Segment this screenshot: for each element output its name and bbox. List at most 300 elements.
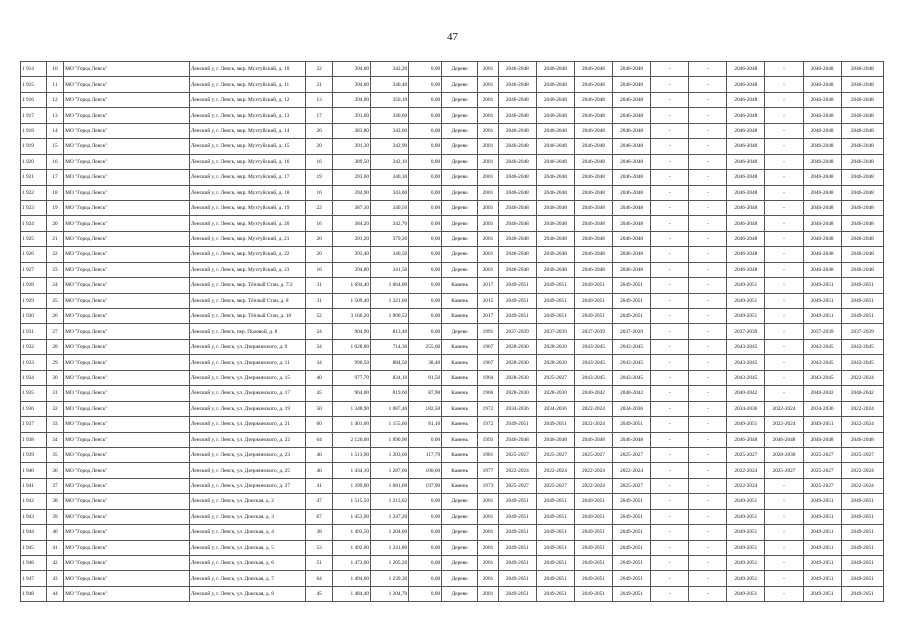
cell-living-area: 1 241,80 <box>371 540 409 555</box>
cell-nonresidential-area: 0,00 <box>409 556 442 571</box>
cell-repair-period-10: 2046-2048 <box>841 108 883 123</box>
cell-repair-period-5: - <box>651 401 689 416</box>
cell-row-index: 1 948 <box>21 586 47 601</box>
cell-row-index: 1 916 <box>21 92 47 107</box>
cell-repair-period-1: 2046-2048 <box>498 216 536 231</box>
cell-repair-period-2: 2046-2048 <box>536 108 574 123</box>
cell-living-area: 1 247,20 <box>371 509 409 524</box>
cell-living-area: 341,50 <box>371 262 409 277</box>
cell-repair-period-1: 2025-2027 <box>498 447 536 462</box>
cell-address: Ленский у, г. Ленск, мкр. Мухтуйский, д. 18 <box>189 185 305 200</box>
cell-repair-period-3: 2049-2051 <box>574 525 612 540</box>
cell-repair-period-10: 2022-2024 <box>841 370 883 385</box>
table-row <box>21 324 884 339</box>
cell-year-built: 1972 <box>478 417 499 432</box>
cell-repair-period-8: - <box>765 262 803 277</box>
cell-apartments: 64 <box>306 571 333 586</box>
cell-repair-period-2: 2049-2051 <box>536 556 574 571</box>
cell-repair-period-5: - <box>651 447 689 462</box>
cell-repair-period-10: 2046-2048 <box>841 262 883 277</box>
cell-total-area: 1 434,10 <box>332 463 370 478</box>
cell-row-number: 22 <box>46 247 64 262</box>
cell-address: Ленский у, г. Ленск, мкр. Мухтуйский, д. 11 <box>189 77 305 92</box>
cell-row-number: 12 <box>46 92 64 107</box>
cell-repair-period-7: 2049-2051 <box>727 540 765 555</box>
table-row <box>21 309 884 324</box>
cell-repair-period-8: - <box>765 339 803 354</box>
cell-repair-period-1: 2034-2036 <box>498 401 536 416</box>
cell-repair-period-3: 2049-2051 <box>574 309 612 324</box>
cell-total-area: 964,00 <box>332 386 370 401</box>
table-row <box>21 247 884 262</box>
cell-year-built: 1966 <box>478 386 499 401</box>
cell-repair-period-7: 2046-2048 <box>727 170 765 185</box>
cell-repair-period-2: 2049-2051 <box>536 278 574 293</box>
cell-apartments: 16 <box>306 185 333 200</box>
cell-repair-period-5: - <box>651 478 689 493</box>
cell-wall-material: Камень <box>442 355 478 370</box>
cell-repair-period-1: 2028-2030 <box>498 355 536 370</box>
cell-address: Ленский у, г. Ленск, ул. Донская, д. 4 <box>189 525 305 540</box>
cell-repair-period-8: - <box>765 293 803 308</box>
cell-wall-material: Дерево <box>442 509 478 524</box>
cell-municipality: МО "Город Ленск" <box>64 509 190 524</box>
cell-repair-period-3: 2043-2045 <box>574 370 612 385</box>
table-row <box>21 92 884 107</box>
cell-address: Ленский у, г. Ленск, мкр. Мухтуйский, д. 16 <box>189 154 305 169</box>
cell-repair-period-6: - <box>689 123 727 138</box>
cell-repair-period-3: 2046-2048 <box>574 200 612 215</box>
cell-municipality: МО "Город Ленск" <box>64 170 190 185</box>
cell-repair-period-9: 2046-2048 <box>803 185 841 200</box>
cell-apartments: 13 <box>306 92 333 107</box>
cell-repair-period-5: - <box>651 185 689 200</box>
cell-repair-period-1: 2046-2048 <box>498 77 536 92</box>
cell-repair-period-9: 2046-2048 <box>803 77 841 92</box>
cell-repair-period-7: 2046-2048 <box>727 216 765 231</box>
cell-year-built: 2001 <box>478 170 499 185</box>
cell-row-index: 1 925 <box>21 231 47 246</box>
cell-wall-material: Дерево <box>442 262 478 277</box>
table-row <box>21 200 884 215</box>
cell-repair-period-9: 2046-2048 <box>803 154 841 169</box>
cell-total-area: 389,50 <box>332 154 370 169</box>
cell-repair-period-1: 2046-2048 <box>498 231 536 246</box>
cell-repair-period-8: - <box>765 123 803 138</box>
cell-row-number: 37 <box>46 478 64 493</box>
cell-repair-period-9: 2046-2048 <box>803 216 841 231</box>
cell-repair-period-7: 2046-2048 <box>727 154 765 169</box>
cell-address: Ленский у, г. Ленск, ул. Донская, д. 6 <box>189 556 305 571</box>
cell-row-index: 1 937 <box>21 417 47 432</box>
cell-apartments: 24 <box>306 324 333 339</box>
cell-living-area: 1 900,52 <box>371 309 409 324</box>
cell-row-index: 1 940 <box>21 463 47 478</box>
cell-repair-period-4: 2049-2051 <box>613 540 651 555</box>
cell-wall-material: Дерево <box>442 540 478 555</box>
cell-nonresidential-area: 0,00 <box>409 170 442 185</box>
cell-repair-period-5: - <box>651 309 689 324</box>
cell-row-index: 1 936 <box>21 401 47 416</box>
cell-wall-material: Камень <box>442 339 478 354</box>
cell-repair-period-4: 2034-2036 <box>613 401 651 416</box>
cell-repair-period-5: - <box>651 339 689 354</box>
cell-repair-period-2: 2049-2051 <box>536 540 574 555</box>
cell-repair-period-8: - <box>765 170 803 185</box>
cell-living-area: 1 287,60 <box>371 463 409 478</box>
cell-repair-period-1: 2025-2027 <box>498 478 536 493</box>
cell-repair-period-6: - <box>689 231 727 246</box>
cell-repair-period-2: 2049-2051 <box>536 309 574 324</box>
cell-repair-period-8: - <box>765 370 803 385</box>
cell-repair-period-6: - <box>689 154 727 169</box>
cell-repair-period-1: 2046-2048 <box>498 432 536 447</box>
cell-repair-period-7: 2049-2051 <box>727 309 765 324</box>
cell-total-area: 1 515,50 <box>332 494 370 509</box>
cell-repair-period-9: 2046-2048 <box>803 139 841 154</box>
cell-repair-period-3: 2043-2045 <box>574 355 612 370</box>
cell-living-area: 1 064,00 <box>371 278 409 293</box>
table-row <box>21 494 884 509</box>
table-row <box>21 432 884 447</box>
cell-repair-period-2: 2046-2048 <box>536 247 574 262</box>
cell-municipality: МО "Город Ленск" <box>64 494 190 509</box>
cell-repair-period-1: 2046-2048 <box>498 154 536 169</box>
cell-repair-period-9: 2046-2048 <box>803 123 841 138</box>
cell-repair-period-3: 2046-2048 <box>574 92 612 107</box>
cell-repair-period-6: - <box>689 92 727 107</box>
cell-repair-period-3: 2040-2042 <box>574 386 612 401</box>
cell-wall-material: Камень <box>442 293 478 308</box>
cell-repair-period-5: - <box>651 216 689 231</box>
cell-repair-period-5: - <box>651 293 689 308</box>
cell-row-index: 1 941 <box>21 478 47 493</box>
cell-apartments: 50 <box>306 401 333 416</box>
table-row <box>21 370 884 385</box>
cell-municipality: МО "Город Ленск" <box>64 571 190 586</box>
cell-address: Ленский у, г. Ленск, мкр. Тёплый Стан, д. 8 <box>189 293 305 308</box>
cell-repair-period-10: 2046-2048 <box>841 139 883 154</box>
cell-repair-period-3: 2046-2048 <box>574 231 612 246</box>
table-row <box>21 525 884 540</box>
cell-repair-period-7: 2046-2048 <box>727 77 765 92</box>
cell-row-number: 38 <box>46 494 64 509</box>
cell-repair-period-10: 2046-2048 <box>841 200 883 215</box>
cell-repair-period-5: - <box>651 278 689 293</box>
cell-living-area: 340,30 <box>371 170 409 185</box>
table-row <box>21 139 884 154</box>
table-row <box>21 216 884 231</box>
cell-repair-period-4: 2025-2027 <box>613 447 651 462</box>
cell-repair-period-2: 2046-2048 <box>536 123 574 138</box>
cell-row-number: 25 <box>46 293 64 308</box>
cell-year-built: 2001 <box>478 556 499 571</box>
cell-repair-period-10: 2037-2039 <box>841 324 883 339</box>
cell-municipality: МО "Город Ленск" <box>64 417 190 432</box>
cell-repair-period-1: 2037-2039 <box>498 324 536 339</box>
cell-municipality: МО "Город Ленск" <box>64 309 190 324</box>
cell-repair-period-7: 2022-2024 <box>727 478 765 493</box>
cell-wall-material: Камень <box>442 463 478 478</box>
cell-total-area: 1 348,90 <box>332 401 370 416</box>
cell-living-area: 343,00 <box>371 185 409 200</box>
cell-repair-period-6: - <box>689 309 727 324</box>
cell-repair-period-4: 2049-2051 <box>613 525 651 540</box>
cell-repair-period-8: - <box>765 571 803 586</box>
cell-repair-period-6: - <box>689 170 727 185</box>
cell-living-area: 1 204,70 <box>371 586 409 601</box>
cell-wall-material: Дерево <box>442 231 478 246</box>
cell-row-index: 1 915 <box>21 77 47 92</box>
cell-year-built: 2001 <box>478 231 499 246</box>
cell-row-number: 31 <box>46 386 64 401</box>
cell-municipality: МО "Город Ленск" <box>64 401 190 416</box>
cell-repair-period-8: - <box>765 355 803 370</box>
table-row <box>21 154 884 169</box>
cell-repair-period-9: 2049-2051 <box>803 494 841 509</box>
cell-municipality: МО "Город Ленск" <box>64 355 190 370</box>
cell-address: Ленский у, г. Ленск, ул. Дзержинского, д. 9 <box>189 339 305 354</box>
cell-repair-period-3: 2043-2045 <box>574 339 612 354</box>
cell-wall-material: Камень <box>442 417 478 432</box>
cell-repair-period-7: 2049-2051 <box>727 556 765 571</box>
cell-repair-period-6: - <box>689 586 727 601</box>
cell-row-number: 44 <box>46 586 64 601</box>
table-row <box>21 509 884 524</box>
cell-municipality: МО "Город Ленск" <box>64 77 190 92</box>
cell-living-area: 1 203,60 <box>371 447 409 462</box>
cell-address: Ленский у, г. Ленск, мкр. Тёплый Стан, д. 10 <box>189 309 305 324</box>
cell-total-area: 1 473,00 <box>332 556 370 571</box>
cell-nonresidential-area: 0,00 <box>409 293 442 308</box>
cell-repair-period-3: 2046-2048 <box>574 216 612 231</box>
cell-repair-period-3: 2049-2051 <box>574 494 612 509</box>
cell-repair-period-10: 2046-2048 <box>841 185 883 200</box>
cell-repair-period-9: 2049-2051 <box>803 509 841 524</box>
cell-repair-period-3: 2046-2048 <box>574 139 612 154</box>
cell-apartments: 64 <box>306 432 333 447</box>
cell-address: Ленский у, г. Ленск, ул. Дзержинского, д. 22 <box>189 432 305 447</box>
cell-row-number: 30 <box>46 370 64 385</box>
cell-repair-period-6: - <box>689 200 727 215</box>
table-row <box>21 417 884 432</box>
cell-repair-period-7: 2046-2048 <box>727 139 765 154</box>
cell-repair-period-4: 2046-2048 <box>613 200 651 215</box>
cell-repair-period-8: - <box>765 494 803 509</box>
cell-nonresidential-area: 0,00 <box>409 216 442 231</box>
cell-repair-period-8: - <box>765 108 803 123</box>
cell-year-built: 2001 <box>478 216 499 231</box>
cell-repair-period-9: 2049-2051 <box>803 293 841 308</box>
cell-repair-period-9: 2046-2048 <box>803 108 841 123</box>
cell-repair-period-7: 2049-2051 <box>727 278 765 293</box>
cell-repair-period-9: 2025-2027 <box>803 478 841 493</box>
cell-repair-period-6: - <box>689 62 727 77</box>
cell-wall-material: Камень <box>442 278 478 293</box>
cell-repair-period-3: 2046-2048 <box>574 77 612 92</box>
cell-apartments: 45 <box>306 586 333 601</box>
cell-repair-period-4: 2046-2048 <box>613 170 651 185</box>
cell-nonresidential-area: 0,00 <box>409 185 442 200</box>
cell-repair-period-5: - <box>651 556 689 571</box>
cell-repair-period-4: 2037-2039 <box>613 324 651 339</box>
cell-municipality: МО "Город Ленск" <box>64 370 190 385</box>
cell-repair-period-6: - <box>689 77 727 92</box>
cell-year-built: 2001 <box>478 525 499 540</box>
cell-apartments: 20 <box>306 247 333 262</box>
cell-row-number: 27 <box>46 324 64 339</box>
cell-year-built: 1964 <box>478 370 499 385</box>
cell-total-area: 1 399,00 <box>332 478 370 493</box>
cell-repair-period-9: 2025-2027 <box>803 447 841 462</box>
cell-repair-period-1: 2028-2030 <box>498 339 536 354</box>
cell-repair-period-6: - <box>689 556 727 571</box>
cell-repair-period-7: 2046-2048 <box>727 262 765 277</box>
cell-repair-period-5: - <box>651 123 689 138</box>
table-row <box>21 262 884 277</box>
cell-nonresidential-area: 0,00 <box>409 586 442 601</box>
cell-apartments: 16 <box>306 262 333 277</box>
cell-repair-period-5: - <box>651 463 689 478</box>
cell-repair-period-8: - <box>765 247 803 262</box>
cell-nonresidential-area: 87,90 <box>409 386 442 401</box>
cell-repair-period-4: 2046-2048 <box>613 108 651 123</box>
cell-repair-period-5: - <box>651 540 689 555</box>
table-row <box>21 355 884 370</box>
cell-year-built: 2001 <box>478 92 499 107</box>
cell-nonresidential-area: 0,00 <box>409 525 442 540</box>
cell-repair-period-8: - <box>765 62 803 77</box>
cell-municipality: МО "Город Ленск" <box>64 216 190 231</box>
cell-repair-period-8: 2022-2024 <box>765 417 803 432</box>
cell-wall-material: Дерево <box>442 170 478 185</box>
cell-municipality: МО "Город Ленск" <box>64 478 190 493</box>
page-number: 47 <box>447 31 458 43</box>
cell-repair-period-7: 2049-2051 <box>727 293 765 308</box>
table-row <box>21 556 884 571</box>
cell-repair-period-7: 2046-2048 <box>727 62 765 77</box>
cell-row-number: 14 <box>46 123 64 138</box>
cell-living-area: 1 155,60 <box>371 417 409 432</box>
cell-living-area: 824,10 <box>371 370 409 385</box>
cell-total-area: 393,00 <box>332 170 370 185</box>
cell-repair-period-3: 2049-2051 <box>574 540 612 555</box>
cell-apartments: 40 <box>306 370 333 385</box>
cell-wall-material: Дерево <box>442 62 478 77</box>
cell-repair-period-9: 2046-2048 <box>803 231 841 246</box>
cell-municipality: МО "Город Ленск" <box>64 247 190 262</box>
cell-repair-period-6: - <box>689 494 727 509</box>
cell-row-index: 1 927 <box>21 262 47 277</box>
cell-address: Ленский у, г. Ленск, мкр. Мухтуйский, д. 13 <box>189 108 305 123</box>
cell-repair-period-6: - <box>689 571 727 586</box>
cell-repair-period-3: 2049-2051 <box>574 278 612 293</box>
cell-repair-period-10: 2049-2051 <box>841 571 883 586</box>
cell-row-number: 34 <box>46 432 64 447</box>
cell-repair-period-8: - <box>765 386 803 401</box>
cell-year-built: 2001 <box>478 154 499 169</box>
cell-living-area: 1 087,40 <box>371 401 409 416</box>
cell-nonresidential-area: 0,00 <box>409 200 442 215</box>
cell-repair-period-4: 2046-2048 <box>613 139 651 154</box>
cell-row-index: 1 930 <box>21 309 47 324</box>
cell-total-area: 394,00 <box>332 62 370 77</box>
cell-repair-period-3: 2046-2048 <box>574 154 612 169</box>
cell-repair-period-2: 2028-2030 <box>536 355 574 370</box>
cell-repair-period-7: 2046-2048 <box>727 92 765 107</box>
cell-wall-material: Дерево <box>442 123 478 138</box>
cell-apartments: 20 <box>306 123 333 138</box>
table-row <box>21 231 884 246</box>
cell-repair-period-8: - <box>765 478 803 493</box>
cell-apartments: 60 <box>306 417 333 432</box>
cell-living-area: 342,90 <box>371 139 409 154</box>
cell-repair-period-5: - <box>651 509 689 524</box>
cell-repair-period-10: 2046-2048 <box>841 432 883 447</box>
cell-repair-period-4: 2043-2045 <box>613 355 651 370</box>
cell-living-area: 1 213,62 <box>371 494 409 509</box>
cell-address: Ленский у, г. Ленск, ул. Дзержинского, д. 17 <box>189 386 305 401</box>
cell-row-index: 1 926 <box>21 247 47 262</box>
cell-repair-period-10: 2022-2024 <box>841 478 883 493</box>
cell-repair-period-2: 2049-2051 <box>536 586 574 601</box>
cell-apartments: 41 <box>306 478 333 493</box>
cell-repair-period-10: 2046-2048 <box>841 123 883 138</box>
cell-repair-period-2: 2049-2051 <box>536 494 574 509</box>
cell-repair-period-6: - <box>689 185 727 200</box>
cell-address: Ленский у, г. Ленск, пер. Полевой, д. 8 <box>189 324 305 339</box>
cell-repair-period-9: 2046-2048 <box>803 200 841 215</box>
cell-repair-period-5: - <box>651 494 689 509</box>
cell-year-built: 2001 <box>478 247 499 262</box>
cell-address: Ленский у, г. Ленск, ул. Донская, д. 2 <box>189 494 305 509</box>
cell-repair-period-7: 2034-2036 <box>727 401 765 416</box>
cell-repair-period-5: - <box>651 355 689 370</box>
cell-living-area: 1 081,60 <box>371 478 409 493</box>
cell-repair-period-6: - <box>689 540 727 555</box>
cell-repair-period-3: 2022-2024 <box>574 463 612 478</box>
table-row <box>21 586 884 601</box>
cell-repair-period-4: 2049-2051 <box>613 278 651 293</box>
cell-row-number: 20 <box>46 216 64 231</box>
cell-repair-period-2: 2028-2030 <box>536 339 574 354</box>
cell-repair-period-6: - <box>689 108 727 123</box>
cell-living-area: 342,70 <box>371 216 409 231</box>
cell-row-index: 1 946 <box>21 556 47 571</box>
registry-table <box>20 61 884 602</box>
cell-year-built: 1991 <box>478 324 499 339</box>
cell-repair-period-7: 2046-2048 <box>727 108 765 123</box>
cell-repair-period-7: 2022-2024 <box>727 463 765 478</box>
cell-repair-period-3: 2049-2051 <box>574 509 612 524</box>
cell-repair-period-2: 2049-2051 <box>536 525 574 540</box>
cell-row-index: 1 919 <box>21 139 47 154</box>
cell-repair-period-7: 2043-2045 <box>727 339 765 354</box>
cell-repair-period-5: - <box>651 200 689 215</box>
cell-repair-period-10: 2046-2048 <box>841 154 883 169</box>
cell-repair-period-1: 2049-2051 <box>498 556 536 571</box>
cell-repair-period-4: 2046-2048 <box>613 92 651 107</box>
cell-apartments: 31 <box>306 278 333 293</box>
cell-repair-period-4: 2046-2048 <box>613 247 651 262</box>
cell-address: Ленский у, г. Ленск, мкр. Мухтуйский, д. 23 <box>189 262 305 277</box>
cell-address: Ленский у, г. Ленск, ул. Донская, д. 5 <box>189 540 305 555</box>
cell-repair-period-2: 2046-2048 <box>536 139 574 154</box>
cell-repair-period-4: 2049-2051 <box>613 417 651 432</box>
cell-total-area: 394,00 <box>332 77 370 92</box>
cell-nonresidential-area: 81,50 <box>409 370 442 385</box>
cell-row-index: 1 914 <box>21 62 47 77</box>
